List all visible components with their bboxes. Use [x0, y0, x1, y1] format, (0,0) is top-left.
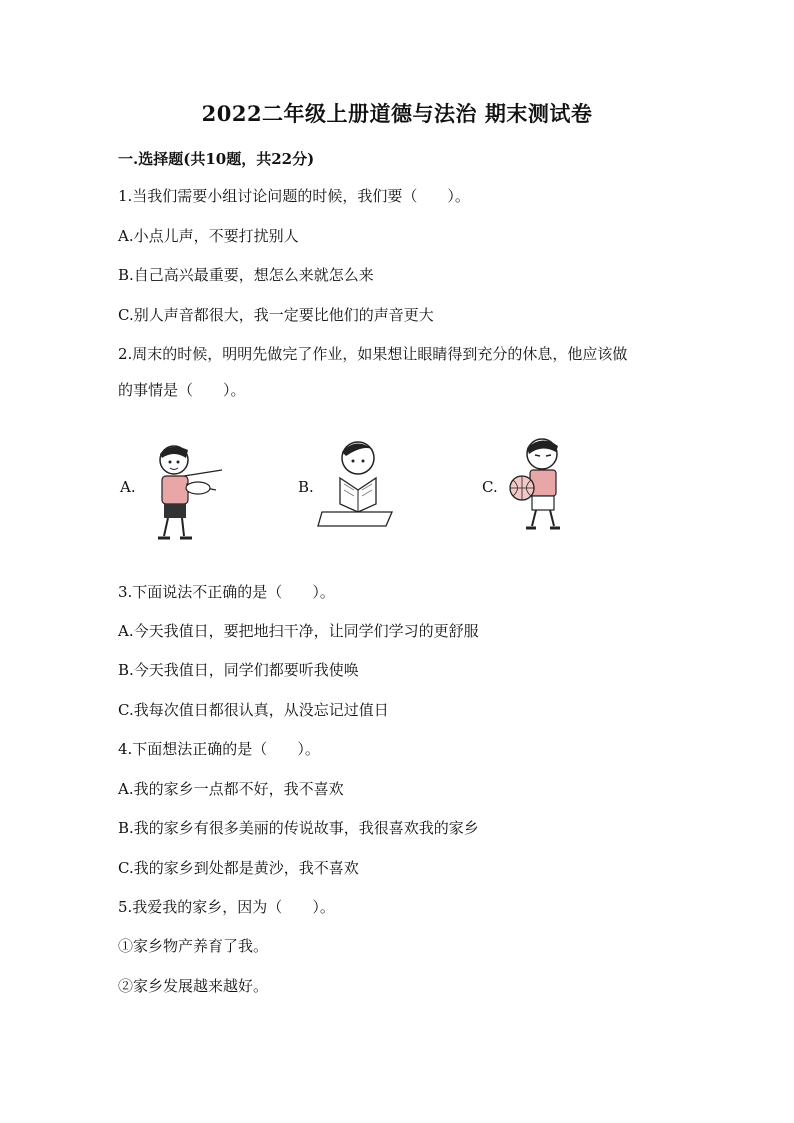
question-5-item-2: ②家乡发展越来越好。 — [118, 977, 269, 995]
boy-reading-book-picture — [316, 434, 398, 532]
question-1-option-a: A.小点儿声，不要打扰别人 — [118, 227, 299, 245]
question-2-option-a-label: A. — [120, 478, 136, 496]
question-5-item-1: ①家乡物产养育了我。 — [118, 937, 269, 955]
question-2-stem-line2: 的事情是（ ）。 — [118, 381, 246, 399]
question-1-stem: 1.当我们需要小组讨论问题的时候，我们要（ ）。 — [118, 187, 470, 205]
question-5-stem: 5.我爱我的家乡，因为（ ）。 — [118, 898, 335, 916]
question-2-option-c-label: C. — [482, 478, 498, 496]
question-3-stem: 3.下面说法不正确的是（ ）。 — [118, 583, 335, 601]
question-4-option-b: B.我的家乡有很多美丽的传说故事，我很喜欢我的家乡 — [118, 819, 479, 837]
question-1-option-c: C.别人声音都很大，我一定要比他们的声音更大 — [118, 306, 434, 324]
question-3-option-a: A.今天我值日，要把地扫干净，让同学们学习的更舒服 — [118, 622, 479, 640]
page-title: 2022二年级上册道德与法治 期末测试卷 — [201, 101, 593, 126]
question-2-pictures — [118, 428, 678, 548]
question-4-option-c: C.我的家乡到处都是黄沙，我不喜欢 — [118, 859, 359, 877]
question-2-stem-line1: 2.周末的时候，明明先做完了作业，如果想让眼睛得到充分的休息，他应该做 — [118, 345, 628, 363]
question-2-option-b-label: B. — [298, 478, 314, 496]
boy-playing-basketball-picture — [502, 434, 574, 534]
section-heading: 一.选择题(共10题，共22分) — [118, 150, 315, 168]
question-3-option-c: C.我每次值日都很认真，从没忘记过值日 — [118, 701, 389, 719]
question-4-stem: 4.下面想法正确的是（ ）。 — [118, 740, 320, 758]
question-1-option-b: B.自己高兴最重要，想怎么来就怎么来 — [118, 266, 374, 284]
question-3-option-b: B.今天我值日，同学们都要听我使唤 — [118, 661, 359, 679]
question-4-option-a: A.我的家乡一点都不好，我不喜欢 — [118, 780, 344, 798]
boy-playing-violin-picture — [140, 436, 228, 546]
